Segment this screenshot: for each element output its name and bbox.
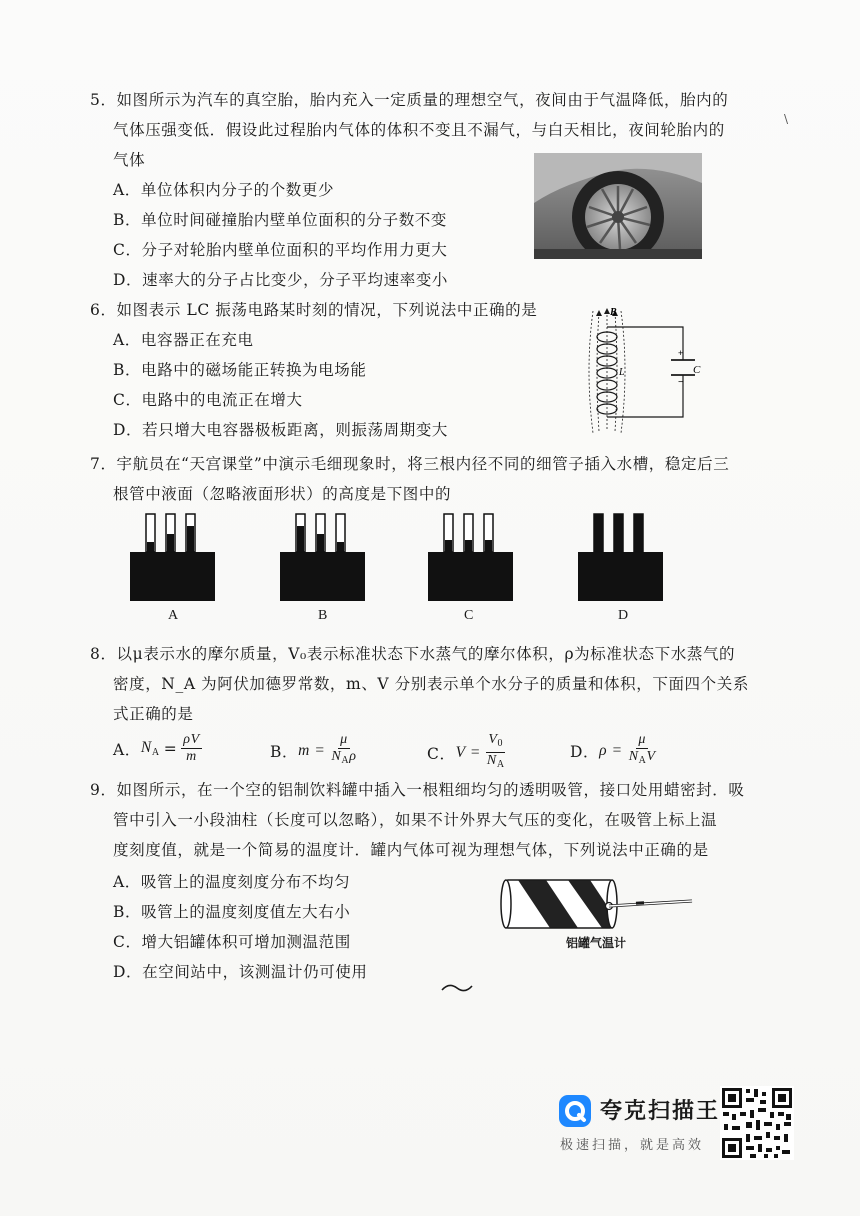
q8-option-a-fraction: [181, 732, 201, 765]
q9-option-a: A．吸管上的温度刻度分布不均匀: [113, 873, 351, 891]
q6-option-b: B．电路中的磁场能正转换为电场能: [113, 361, 367, 379]
q6-line1: 6．如图表示 LC 振荡电路某时刻的情况，下列说法中正确的是: [90, 301, 538, 319]
q8-c-lhs: V =: [455, 743, 481, 761]
q9-option-b: B．吸管上的温度刻度值左大右小: [113, 903, 351, 921]
label-l: L: [619, 367, 625, 378]
q8-option-d-prefix: D．: [570, 742, 600, 761]
q8-option-c: [427, 732, 507, 773]
capillary-diagram-b: [280, 512, 365, 602]
q5-option-a: A．单位体积内分子的个数更少: [113, 181, 335, 199]
q5-line1: 5．如图所示为汽车的真空胎，胎内充入一定质量的理想空气，夜间由于气温降低，胎内的: [90, 91, 729, 109]
brand-name: 夸克扫描王: [600, 1099, 721, 1124]
q8-c-numerator: [486, 732, 505, 753]
q8-b-den-sub: A: [341, 755, 350, 766]
q8-a-denominator: m: [186, 749, 197, 764]
q6-option-c: C．电路中的电流正在增大: [113, 391, 303, 409]
q8-c-denominator: [485, 753, 507, 773]
label-c: C: [693, 364, 701, 376]
q8-option-b-prefix: B．: [270, 742, 299, 761]
q8-c-den-var: N: [486, 753, 497, 768]
capillary-label-b: B: [318, 608, 328, 623]
q8-line1: 8．以μ表示水的摩尔质量，V₀表示标准状态下水蒸气的摩尔体积，ρ为标准状态下水蒸气的: [90, 645, 736, 663]
q9-line2: 管中引入一小段油柱（长度可以忽略），如果不计外界大气压的变化，在吸管上标上温: [113, 811, 718, 829]
q8-option-b-fraction: [329, 732, 358, 769]
capillary-diagram-a: [130, 512, 215, 602]
lc-circuit-diagram: [585, 305, 705, 435]
capillary-diagram-c: [428, 512, 513, 602]
q5-line2: 气体压强变低．假设此过程胎内气体的体积不变且不漏气，与白天相比，夜间轮胎内的: [113, 121, 725, 139]
can-figure-caption: 铝罐气温计: [566, 936, 627, 950]
q7-line2: 根管中液面（忽略液面形状）的高度是下图中的: [113, 485, 452, 503]
q8-b-den-tail: ρ: [349, 749, 357, 764]
tire-photo: [534, 153, 702, 259]
q8-c-num-sub: 0: [497, 738, 504, 749]
q8-option-d-fraction: [627, 732, 658, 769]
capillary-label-c: C: [464, 608, 474, 623]
q8-b-denominator: [329, 749, 358, 769]
q8-d-den-var: N: [628, 749, 639, 764]
q8-c-num-var: V: [488, 732, 498, 747]
aluminum-can-thermometer: [498, 876, 698, 932]
q7-line1: 7．宇航员在“天宫课堂”中演示毛细现象时，将三根内径不同的细管子插入水槽，稳定后三: [90, 455, 730, 473]
page-footer-mark: [440, 980, 474, 996]
q8-option-a-prefix: A．: [113, 740, 141, 759]
q8-d-numerator: μ: [638, 732, 646, 747]
q8-option-a-lhs: [141, 739, 160, 758]
q9-option-d: D．在空间站中，该测温计仍可使用: [113, 963, 368, 981]
q5-option-d: D．速率大的分子占比变少，分子平均速率变小: [113, 271, 449, 289]
q9-line1: 9．如图所示，在一个空的铝制饮料罐中插入一根粗细均匀的透明吸管，接口处用蜡密封．吸: [90, 781, 745, 799]
qr-code-icon: [720, 1086, 794, 1160]
capillary-label-a: A: [168, 608, 179, 623]
brand-logo-icon: [558, 1094, 592, 1128]
q8-d-den-sub: A: [638, 755, 647, 766]
brand-slogan: 极速扫描，就是高效: [560, 1138, 705, 1153]
q8-option-b: [270, 732, 359, 769]
q8-b-numerator: μ: [340, 732, 348, 747]
q8-a-numerator: ρV: [183, 732, 200, 747]
q5-option-b: B．单位时间碰撞胎内壁单位面积的分子数不变: [113, 211, 447, 229]
q8-a-lhs-sub: A: [151, 747, 160, 758]
capillary-diagram-d: [578, 512, 663, 602]
q8-option-d: [570, 732, 658, 769]
q8-a-lhs-var: N: [140, 739, 152, 756]
q8-line3: 式正确的是: [113, 705, 194, 723]
q9-option-c: C．增大铝罐体积可增加测温范围: [113, 933, 351, 951]
q8-d-den-tail: V: [646, 749, 656, 764]
q8-option-a: A． $N_A$ = $\frac{\rho V}{m}$: [113, 732, 200, 764]
capillary-label-d: D: [618, 608, 629, 623]
q9-line3: 度刻度值，就是一个简易的温度计．罐内气体可视为理想气体，下列说法中正确的是: [113, 841, 709, 859]
svg-text:−: −: [678, 377, 684, 388]
q6-option-a: A．电容器正在充电: [113, 331, 254, 349]
margin-mark: \: [784, 112, 789, 126]
q8-b-lhs: m =: [298, 741, 326, 759]
q8-line2: 密度，N_A 为阿伏加德罗常数，m、V 分别表示单个水分子的质量和体积，下面四个关系: [113, 675, 749, 693]
q8-d-lhs: ρ =: [599, 741, 623, 759]
q8-d-denominator: [627, 749, 658, 769]
q8-b-den-var: N: [331, 749, 342, 764]
q5-line3: 气体: [113, 151, 146, 169]
q8-option-c-fraction: [485, 732, 507, 773]
q8-c-den-sub: A: [496, 759, 505, 770]
q8-option-c-prefix: C．: [427, 744, 456, 763]
q5-option-c: C．分子对轮胎内壁单位面积的平均作用力更大: [113, 241, 448, 259]
label-b: B: [610, 307, 617, 318]
svg-text:+: +: [678, 348, 684, 358]
q6-option-d: D．若只增大电容器极板距离，则振荡周期变大: [113, 421, 449, 439]
